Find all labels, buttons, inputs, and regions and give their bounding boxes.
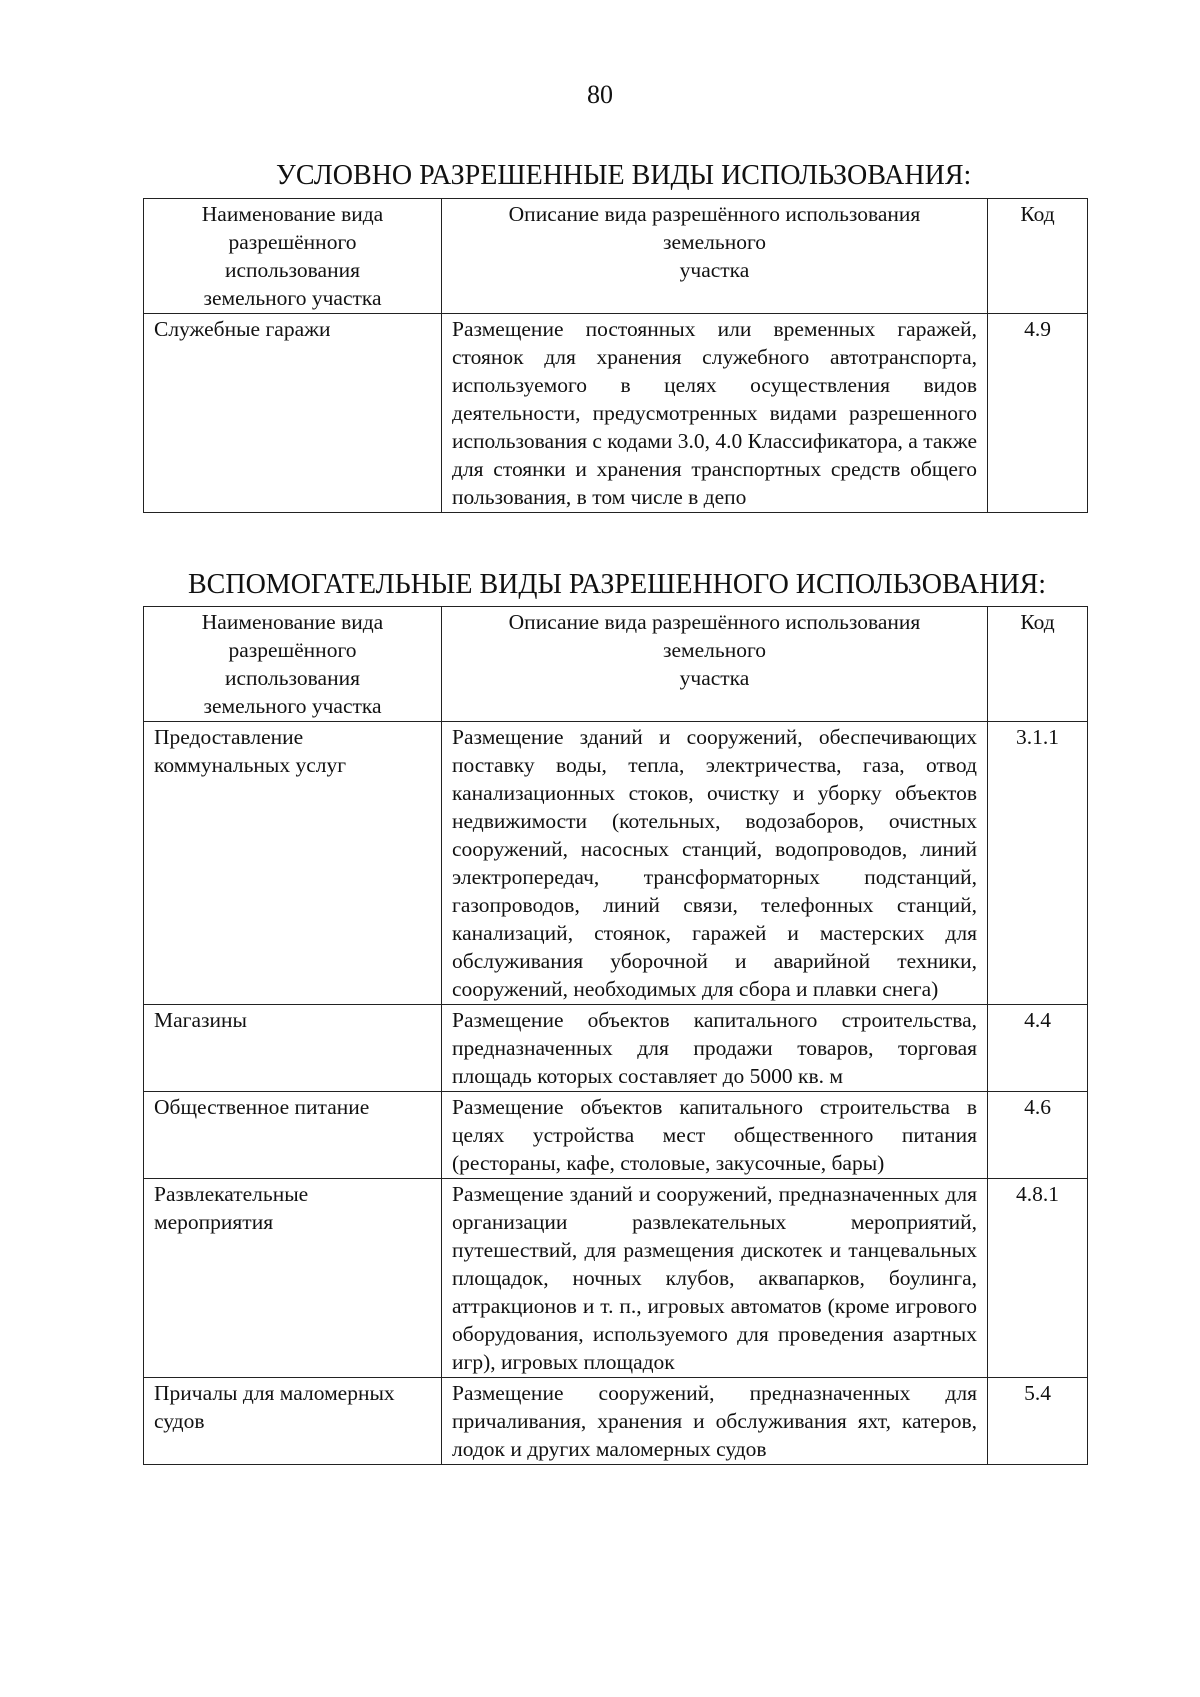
conditional-uses-table: [143, 198, 1088, 513]
use-name-cell: Служебные гаражи: [144, 314, 442, 513]
table-row: [144, 1092, 1088, 1179]
header-code-cell: Код: [988, 199, 1088, 314]
use-description-cell: Размещение зданий и сооружений, предназначенных для организации развлекательных мероприятий, путешествий, для размещения дискотек и танцевальных площадок, ночных клубов, аквапарков, боулинга, аттракционов и т. п., игровых автоматов (кроме игрового оборудования, используемого для проведения азартных игр), игровых площадок: [442, 1179, 988, 1378]
auxiliary-uses-table: [143, 606, 1088, 1465]
header-name-line: Наименование вида: [201, 202, 384, 226]
header-description-line: земельного: [662, 230, 766, 254]
header-description-line: участка: [679, 666, 750, 690]
header-name-line: разрешённого: [228, 638, 357, 662]
use-code-cell: 5.4: [988, 1378, 1088, 1465]
use-code-cell: 4.4: [988, 1005, 1088, 1092]
table-header-row: [144, 607, 1088, 722]
table-row: [144, 722, 1088, 1005]
page-number: 80: [587, 80, 613, 109]
header-description-line: Описание вида разрешённого использования: [508, 610, 921, 634]
use-name-cell: Предоставление коммунальных услуг: [144, 722, 442, 1005]
use-name-cell: Развлекательные мероприятия: [144, 1179, 442, 1378]
use-code-cell: 4.8.1: [988, 1179, 1088, 1378]
table-row: [144, 1378, 1088, 1465]
use-description-cell: Размещение объектов капитального строительства в целях устройства мест общественного питания (рестораны, кафе, столовые, закусочные, бары): [442, 1092, 988, 1179]
use-description-cell: Размещение объектов капитального строительства, предназначенных для продажи товаров, торговая площадь которых составляет до 5000 кв. м: [442, 1005, 988, 1092]
header-description-line: земельного: [662, 638, 766, 662]
header-name-line: земельного участка: [203, 694, 382, 718]
use-description-cell: Размещение зданий и сооружений, обеспечивающих поставку воды, тепла, электричества, газа, отвод канализационных стоков, очистку и уборку объектов недвижимости (котельных, водозаборов, очистных сооружений, насосных станций, водопроводов, линий электропередач, трансформаторных подстанций, газопроводов, линий связи, телефонных станций, канализаций, стоянок, гаражей и мастерских для обслуживания уборочной и аварийной техники, сооружений, необходимых для сбора и плавки снега): [442, 722, 988, 1005]
table-row: [144, 1005, 1088, 1092]
section-title-conditional: УСЛОВНО РАЗРЕШЕННЫЕ ВИДЫ ИСПОЛЬЗОВАНИЯ:: [276, 160, 972, 191]
use-code-cell: 4.9: [988, 314, 1088, 513]
header-description-line: участка: [679, 258, 750, 282]
use-description-cell: Размещение постоянных или временных гаражей, стоянок для хранения служебного автотранспорта, используемого в целях осуществления видов деятельности, предусмотренных видами разрешенного использования с кодами 3.0, 4.0 Классификатора, а также для стоянки и хранения транспортных средств общего пользования, в том числе в депо: [442, 314, 988, 513]
use-code-cell: 3.1.1: [988, 722, 1088, 1005]
header-name-cell: [144, 607, 442, 722]
header-description-cell: [442, 199, 988, 314]
header-name-line: Наименование вида: [201, 610, 384, 634]
header-name-line: разрешённого: [228, 230, 357, 254]
table-row: [144, 1179, 1088, 1378]
table-row: [144, 314, 1088, 513]
use-name-cell: Общественное питание: [144, 1092, 442, 1179]
header-name-line: земельного участка: [203, 286, 382, 310]
table-header-row: [144, 199, 1088, 314]
use-name-cell: Магазины: [144, 1005, 442, 1092]
use-code-cell: 4.6: [988, 1092, 1088, 1179]
header-code-cell: Код: [988, 607, 1088, 722]
use-description-cell: Размещение сооружений, предназначенных для причаливания, хранения и обслуживания яхт, катеров, лодок и других маломерных судов: [442, 1378, 988, 1465]
header-description-line: Описание вида разрешённого использования: [508, 202, 921, 226]
header-name-cell: [144, 199, 442, 314]
header-description-cell: [442, 607, 988, 722]
header-name-line: использования: [225, 258, 360, 282]
header-name-line: использования: [225, 666, 360, 690]
use-name-cell: Причалы для маломерных судов: [144, 1378, 442, 1465]
section-title-auxiliary: ВСПОМОГАТЕЛЬНЫЕ ВИДЫ РАЗРЕШЕННОГО ИСПОЛЬЗОВАНИЯ:: [188, 569, 1047, 600]
